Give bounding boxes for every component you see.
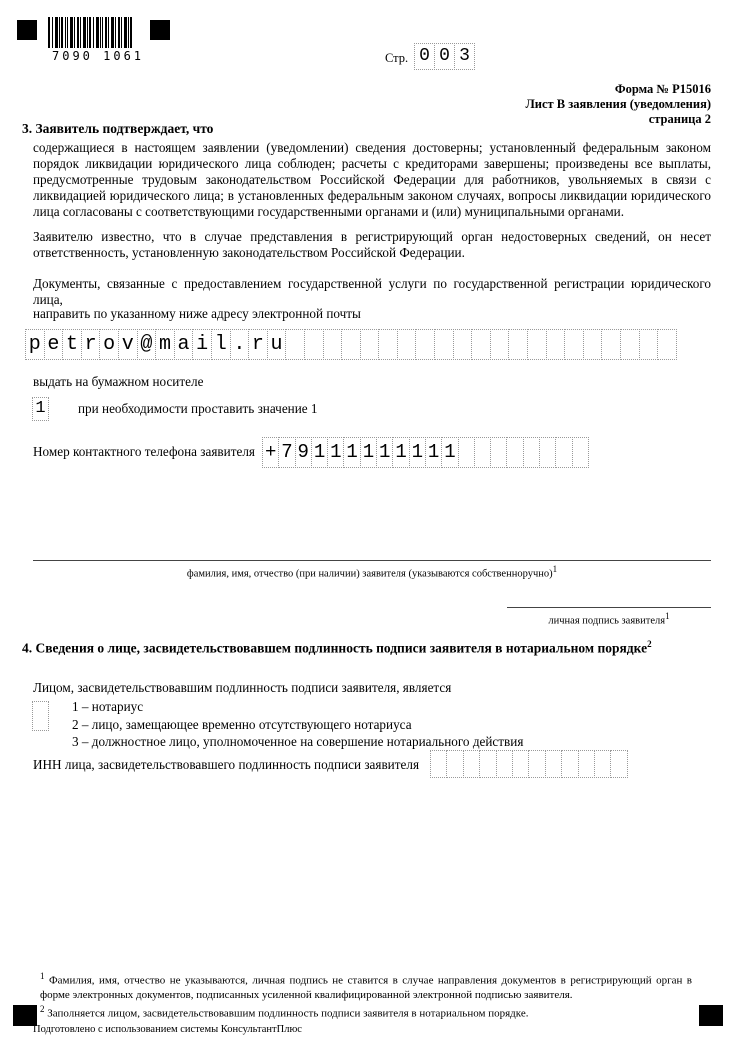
witness-option-2: 2 – лицо, замещающее временно отсутствующего нотариуса xyxy=(72,716,412,732)
char-cell[interactable] xyxy=(32,701,49,731)
fio-signature-line xyxy=(33,560,711,561)
char-cell[interactable]: . xyxy=(230,329,250,360)
char-cell[interactable] xyxy=(578,750,595,778)
personal-signature-line xyxy=(507,607,711,608)
char-cell[interactable]: 1 xyxy=(311,437,328,468)
char-cell[interactable] xyxy=(601,329,621,360)
witness-options xyxy=(72,698,523,751)
char-cell[interactable]: 1 xyxy=(425,437,442,468)
footnote-2 xyxy=(40,1002,692,1021)
char-cell[interactable]: o xyxy=(99,329,119,360)
char-cell[interactable] xyxy=(434,329,454,360)
section4-footnote-ref: 2 xyxy=(647,639,652,649)
char-cell[interactable] xyxy=(572,437,589,468)
witness-option-3: 3 – должностное лицо, уполномоченное на совершение нотариального действия xyxy=(72,734,524,749)
char-cell[interactable] xyxy=(496,750,513,778)
char-cell[interactable] xyxy=(594,750,611,778)
page-number-field xyxy=(414,43,475,70)
char-cell[interactable] xyxy=(561,750,578,778)
char-cell[interactable]: i xyxy=(192,329,212,360)
phone-label: Номер контактного телефона заявителя xyxy=(33,444,255,459)
char-cell[interactable]: 1 xyxy=(32,397,49,421)
footnote-2-text: Заполняется лицом, засвидетельствовавшим подлинность подписи заявителя в нотариальном порядке. xyxy=(47,1007,529,1020)
paper-copy-hint: при необходимости проставить значение 1 xyxy=(78,401,318,416)
fio-footnote-ref: 1 xyxy=(552,564,558,574)
char-cell[interactable] xyxy=(523,437,540,468)
char-cell[interactable]: 1 xyxy=(360,437,377,468)
inn-field[interactable] xyxy=(430,750,628,778)
char-cell[interactable] xyxy=(397,329,417,360)
char-cell[interactable] xyxy=(463,750,480,778)
char-cell[interactable] xyxy=(479,750,496,778)
form-sheet: Лист В заявления (уведомления) xyxy=(525,97,711,111)
registration-mark-top-left xyxy=(17,20,37,40)
footnote-2-ref: 2 xyxy=(40,1004,45,1014)
char-cell[interactable]: u xyxy=(267,329,287,360)
barcode-digits: 7090 1061 xyxy=(52,49,145,63)
char-cell[interactable] xyxy=(471,329,491,360)
char-cell[interactable]: r xyxy=(248,329,268,360)
registration-mark-bottom-right xyxy=(699,1005,723,1026)
witness-type-field[interactable] xyxy=(32,701,49,731)
char-cell[interactable] xyxy=(620,329,640,360)
char-cell[interactable] xyxy=(446,750,463,778)
char-cell[interactable]: 1 xyxy=(343,437,360,468)
char-cell[interactable]: l xyxy=(211,329,231,360)
char-cell[interactable]: 1 xyxy=(409,437,426,468)
char-cell[interactable]: r xyxy=(81,329,101,360)
form-title-block xyxy=(311,82,711,127)
witness-intro: Лицом, засвидетельствовавшим подлинность подписи заявителя, является xyxy=(33,680,452,695)
witness-option-1: 1 – нотариус xyxy=(72,699,144,714)
char-cell[interactable] xyxy=(490,329,510,360)
barcode-icon xyxy=(48,17,132,48)
inn-label: ИНН лица, засвидетельствовавшего подлинность подписи заявителя xyxy=(33,757,420,772)
char-cell[interactable]: 1 xyxy=(327,437,344,468)
char-cell[interactable] xyxy=(508,329,528,360)
signature-footnote-ref: 1 xyxy=(665,611,670,621)
section3-paragraph-1: содержащиеся в настоящем заявлении (уведомлении) сведения достоверны; установленный федеральным законом порядок ликвидации юридического лица соблюден; расчеты с кредиторами завершены; произведены все выплаты, предусмотренные трудовым законодательством Российской Федерации для работников, увольняемых в связи с ликвидацией юридического лица; в установленных федеральным законом случаях, вопросы ликвидации юридического лица согласованы с соответствующими государственными органами и (или) муниципальными органами. xyxy=(33,140,711,219)
paper-copy-label: выдать на бумажном носителе xyxy=(33,374,204,389)
char-cell[interactable] xyxy=(610,750,627,778)
section4-heading xyxy=(22,639,722,657)
char-cell[interactable]: 1 xyxy=(376,437,393,468)
personal-signature-caption xyxy=(507,611,711,627)
char-cell[interactable] xyxy=(453,329,473,360)
footnote-1-ref: 1 xyxy=(40,971,45,981)
footnote-1-text: Фамилия, имя, отчество не указываются, личная подпись не ставится в случае направления документов в регистрирующий орган в форме электронных документов, подписанных усиленной квалифицированной электронной подписью заявителя. xyxy=(40,974,692,1001)
char-cell[interactable] xyxy=(304,329,324,360)
fio-caption-text: фамилия, имя, отчество (при наличии) заявителя (указываются собственноручно) xyxy=(186,568,553,580)
registration-mark-bottom-left xyxy=(13,1005,37,1026)
char-cell[interactable]: 9 xyxy=(295,437,312,468)
section3-paragraph-2: Заявителю известно, что в случае представления в регистрирующий орган недостоверных сведений, он несет ответственность, установленную законодательством Российской Федерации. xyxy=(33,229,711,260)
char-cell[interactable] xyxy=(527,329,547,360)
char-cell[interactable] xyxy=(490,437,507,468)
char-cell[interactable] xyxy=(378,329,398,360)
char-cell[interactable] xyxy=(539,437,556,468)
char-cell[interactable]: a xyxy=(174,329,194,360)
char-cell[interactable]: @ xyxy=(137,329,157,360)
char-cell[interactable] xyxy=(657,329,677,360)
char-cell[interactable] xyxy=(528,750,545,778)
char-cell[interactable]: t xyxy=(62,329,82,360)
registration-mark-top-right xyxy=(150,20,170,40)
email-label: направить по указанному ниже адресу электронной почты xyxy=(33,306,361,321)
char-cell[interactable] xyxy=(341,329,361,360)
page-number-label: Стр. xyxy=(385,51,409,65)
char-cell[interactable] xyxy=(360,329,380,360)
char-cell[interactable] xyxy=(506,437,523,468)
footnote-1 xyxy=(40,969,692,1002)
char-cell[interactable] xyxy=(555,437,572,468)
section3-paragraph-3: Документы, связанные с предоставлением государственной услуги по государственной регистрации юридического лица, xyxy=(33,276,711,307)
char-cell[interactable]: + xyxy=(262,437,279,468)
char-cell[interactable] xyxy=(546,329,566,360)
fio-caption xyxy=(33,564,711,580)
char-cell[interactable] xyxy=(430,750,447,778)
char-cell[interactable]: 3 xyxy=(454,43,475,70)
prepared-by-note: Подготовлено с использованием системы КонсультантПлюс xyxy=(33,1024,302,1035)
email-field[interactable] xyxy=(25,329,677,360)
char-cell[interactable]: 0 xyxy=(434,43,455,70)
char-cell[interactable]: m xyxy=(155,329,175,360)
char-cell[interactable]: v xyxy=(118,329,138,360)
paper-copy-checkbox[interactable] xyxy=(32,397,49,421)
form-page: страница 2 xyxy=(648,112,711,126)
char-cell[interactable]: 1 xyxy=(392,437,409,468)
char-cell[interactable] xyxy=(474,437,491,468)
char-cell[interactable] xyxy=(545,750,562,778)
char-cell[interactable] xyxy=(323,329,343,360)
char-cell[interactable] xyxy=(512,750,529,778)
form-number: Форма № Р15016 xyxy=(614,82,711,96)
char-cell[interactable] xyxy=(415,329,435,360)
phone-field[interactable] xyxy=(262,437,589,468)
char-cell[interactable]: p xyxy=(25,329,45,360)
char-cell[interactable]: 1 xyxy=(441,437,458,468)
section3-heading: 3. Заявитель подтверждает, что xyxy=(22,121,214,136)
section4-heading-text: 4. Сведения о лице, засвидетельствовавшем подлинность подписи заявителя в нотариальном порядке xyxy=(22,640,648,656)
char-cell[interactable] xyxy=(639,329,659,360)
char-cell[interactable] xyxy=(564,329,584,360)
char-cell[interactable] xyxy=(583,329,603,360)
char-cell[interactable] xyxy=(285,329,305,360)
char-cell[interactable]: e xyxy=(44,329,64,360)
char-cell[interactable]: 0 xyxy=(414,43,435,70)
char-cell[interactable]: 7 xyxy=(278,437,295,468)
char-cell[interactable] xyxy=(458,437,475,468)
personal-signature-caption-text: личная подпись заявителя xyxy=(548,615,666,627)
